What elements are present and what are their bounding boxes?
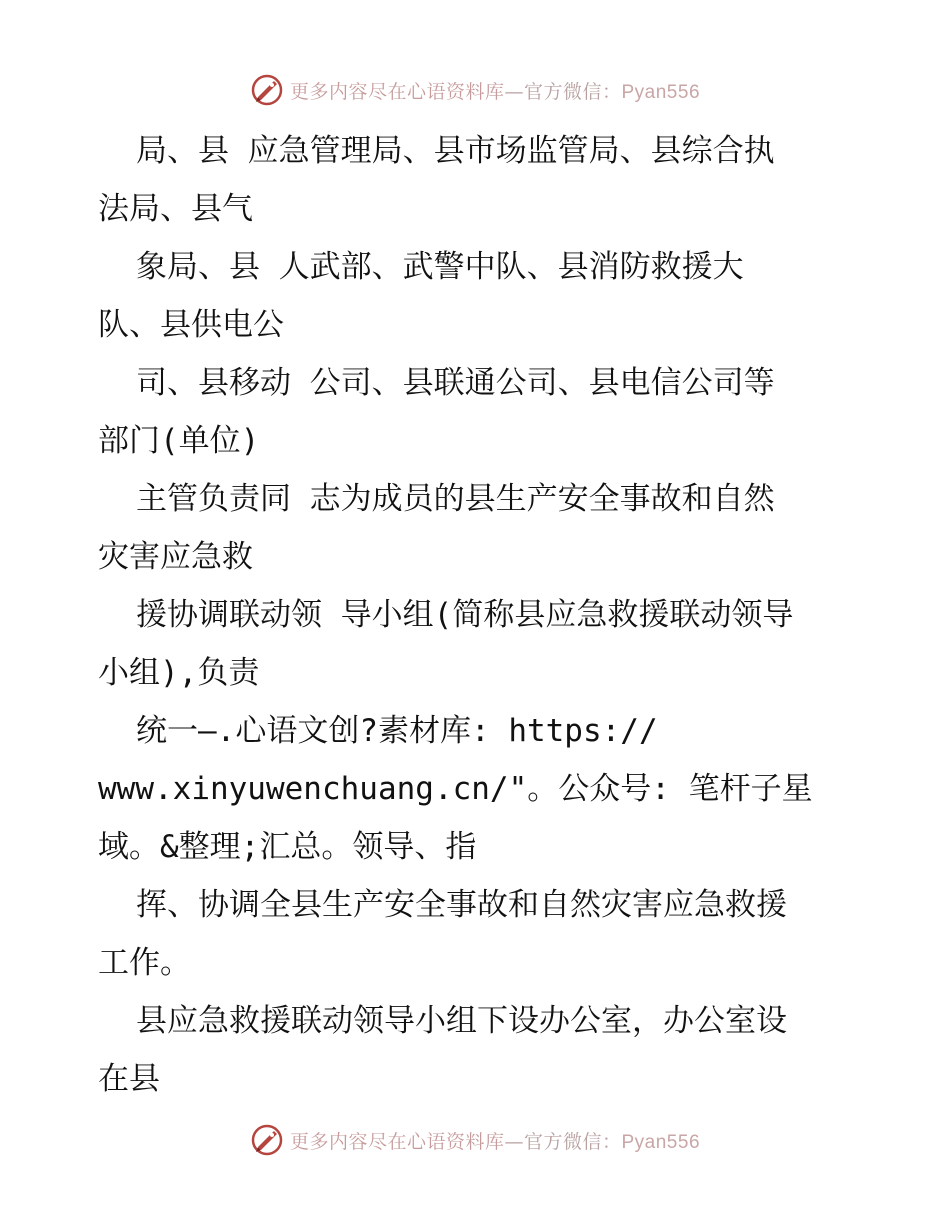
text-line: 队、县供电公	[98, 307, 284, 343]
text-line: 在县	[98, 1061, 160, 1097]
text-line: 部门(单位)	[98, 423, 260, 459]
footer-site-name: 更多内容尽在心语资料库	[289, 1130, 505, 1153]
logo-icon	[250, 1123, 284, 1157]
text-line: 统一—.心语文创?素材库: https://	[136, 713, 658, 749]
text-line: 灾害应急救	[98, 539, 253, 575]
footer-wechat-label: —官方微信：	[504, 1130, 622, 1153]
text-line: www.xinyuwenchuang.cn/"。公众号: 笔杆子星	[98, 771, 813, 807]
text-line: 县应急救援联动领导小组下设办公室，办公室设	[136, 1003, 787, 1039]
logo-icon	[250, 73, 284, 107]
header-wechat-label: —官方微信：	[504, 80, 622, 103]
header-site-name: 更多内容尽在心语资料库	[289, 80, 505, 103]
text-line: 域。&整理;汇总。领导、指	[98, 829, 477, 865]
document-body	[98, 122, 888, 1108]
text-line: 援协调联动领 导小组(简称县应急救援联动领导	[136, 597, 794, 633]
text-line: 象局、县 人武部、武警中队、县消防救援大	[136, 249, 744, 285]
text-line: 小组),负责	[98, 655, 260, 691]
text-line: 司、县移动 公司、县联通公司、县电信公司等	[136, 365, 775, 401]
text-line: 挥、协调全县生产安全事故和自然灾害应急救援	[136, 887, 787, 923]
header-watermark	[0, 70, 950, 110]
text-line: 法局、县气	[98, 191, 253, 227]
footer-wechat-id: Pyan556	[621, 1131, 701, 1153]
text-line: 主管负责同 志为成员的县生产安全事故和自然	[136, 481, 775, 517]
header-wechat-id: Pyan556	[621, 81, 701, 103]
header-watermark-text	[290, 77, 700, 104]
text-line: 工作。	[98, 945, 191, 981]
footer-watermark	[0, 1120, 950, 1160]
text-line: 局、县 应急管理局、县市场监管局、县综合执	[136, 133, 775, 169]
footer-watermark-text	[290, 1127, 700, 1154]
